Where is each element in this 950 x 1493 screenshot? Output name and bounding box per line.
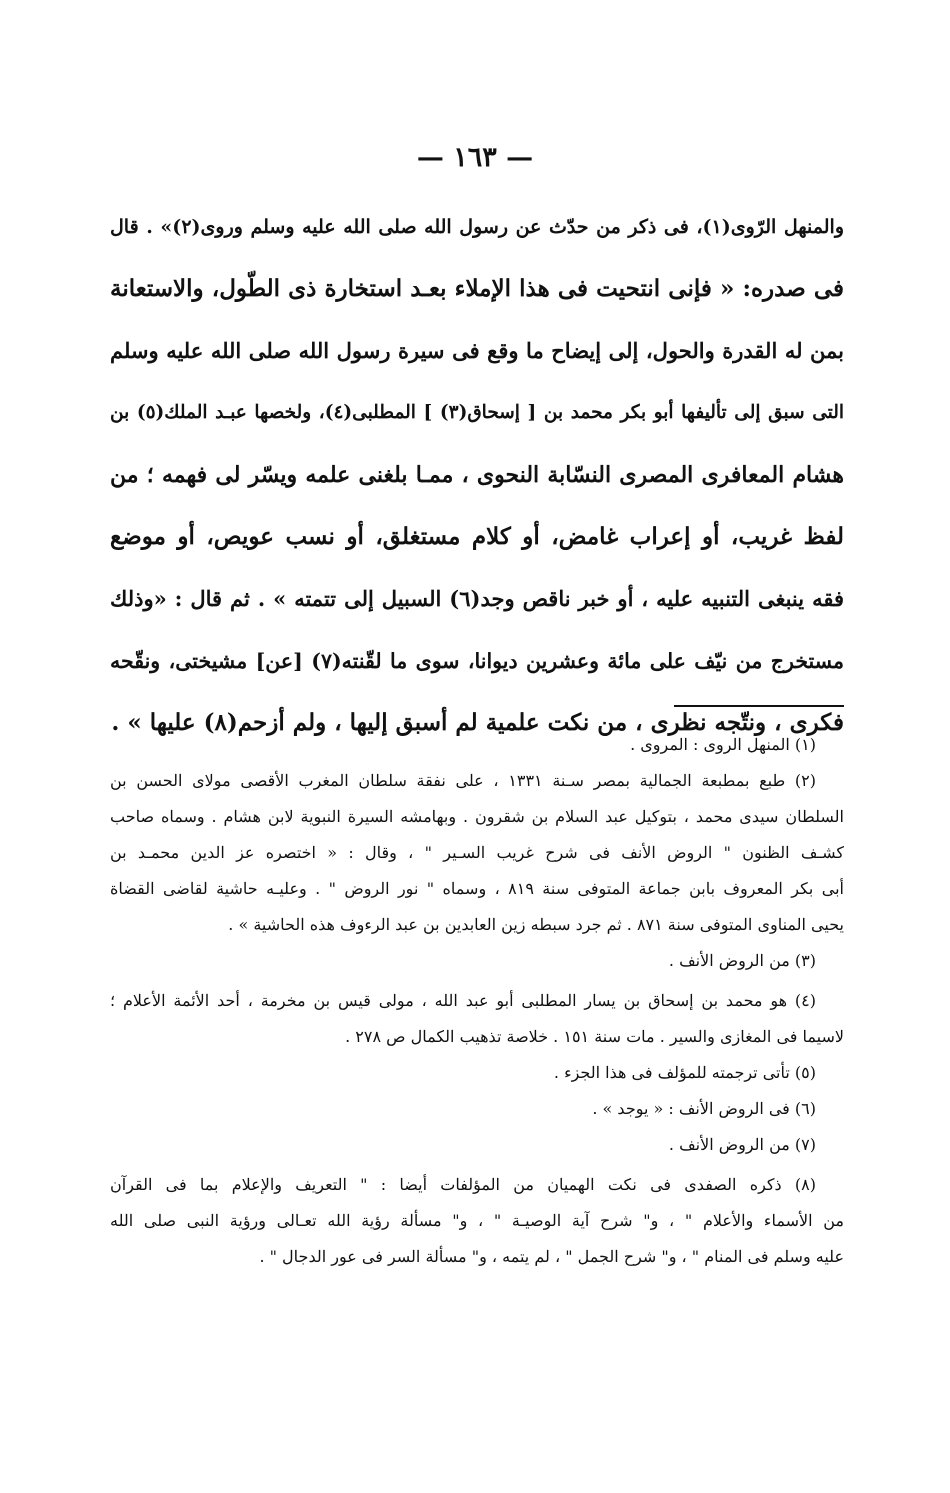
footnote-line: السلطان سيدى محمد ، بتوكيل عبد السلام بن شقرون . وبهامشه السيرة النبوية لابن هشام . وسماه صاحب bbox=[110, 807, 844, 826]
footnote-line: من الأسماء والأعلام " ، و" شرح آية الوصيـة " ، و" مسألة رؤية الله تعـالى ورؤية النبى صلى الله bbox=[110, 1211, 844, 1230]
main-text-line: والمنهل الرّوى(١)، فى ذكر من حدّث عن رسول الله صلى الله عليه وسلم وروى(٢)» . قال bbox=[110, 216, 844, 238]
footnote-line: (١) المنهل الروى : المروى . bbox=[630, 735, 816, 754]
footnote-1 bbox=[110, 727, 844, 763]
main-text-line: التى سبق إلى تأليفها أبو بكر محمد بن [ إسحاق(٣) ] المطلبى(٤)، ولخصها عبـد الملك(٥) بن bbox=[110, 402, 844, 423]
footnote-6 bbox=[110, 1091, 844, 1127]
footnote-divider bbox=[674, 705, 844, 707]
footnote-line: أبى بكر المعروف بابن جماعة المتوفى سنة ٨١٩ ، وسماه " نور الروض " . وعليـه حاشية لقاضى القضاة bbox=[110, 879, 844, 898]
footnote-line: (٤) هو محمد بن إسحاق بن يسار المطلبى أبو عبد الله ، مولى قيس بن مخرمة ، أحد الأئمة الأعلام ؛ bbox=[110, 991, 816, 1010]
footnote-5 bbox=[110, 1055, 844, 1091]
main-text-line: فقه ينبغى التنبيه عليه ، أو خبر ناقص وجد(٦) السبيل إلى تتمته » . ثم قال : «وذلك bbox=[110, 586, 844, 611]
footnote-line: (٥) تأتى ترجمته للمؤلف فى هذا الجزء . bbox=[553, 1063, 816, 1082]
footnote-7 bbox=[110, 1127, 844, 1163]
main-text-line: هشام المعافرى المصرى النسّابة النحوى ، ممـا بلغنى علمه ويسّر لى فهمه ؛ من bbox=[110, 462, 844, 488]
main-text-line-last: فكرى ، ونتّجه نظرى ، من نكت علمية لم أسبق إليها ، ولم أزحم(٨) عليها » . bbox=[111, 709, 844, 736]
footnote-line: (٧) من الروض الأنف . bbox=[668, 1135, 816, 1154]
footnote-8 bbox=[110, 1167, 844, 1275]
footnote-line: كشـف الظنون " الروض الأنف فى شرح غريب السـير " ، وقال : « اختصره عز الدين محمـد بن bbox=[110, 843, 844, 862]
footnote-line: (٣) من الروض الأنف . bbox=[668, 951, 816, 970]
main-text-line: لفظ غريب، أو إعراب غامض، أو كلام مستغلق، أو نسب عويص، أو موضع bbox=[110, 523, 844, 550]
footnote-line: لاسيما فى المغازى والسير . مات سنة ١٥١ . خلاصة تذهيب الكمال ص ٢٧٨ . bbox=[345, 1027, 844, 1046]
footnotes bbox=[110, 727, 844, 1275]
footnote-2 bbox=[110, 763, 844, 943]
main-text-line: مستخرج من نيّف على مائة وعشرين ديوانا، سوى ما لقّنته(٧) [عن] مشيختى، ونقّحه bbox=[110, 649, 844, 673]
footnote-line: (٦) فى الروض الأنف : « يوجد » . bbox=[592, 1099, 816, 1118]
footnote-4 bbox=[110, 983, 844, 1055]
main-text-line: فى صدره: « فإنى انتحيت فى هذا الإملاء بعـد استخارة ذى الطّول، والاستعانة bbox=[110, 275, 844, 302]
footnote-line: (٢) طبع بمطبعة الجمالية بمصر سـنة ١٣٣١ ، على نفقة سلطان المغرب الأقصى مولاى الحسن بن bbox=[110, 771, 816, 790]
main-text bbox=[110, 196, 844, 754]
footnote-3 bbox=[110, 943, 844, 979]
footnote-line: عليه وسلم فى المنام " ، و" شرح الجمل " ، لم يتمه ، و" مسألة السر فى عور الدجال " . bbox=[259, 1247, 844, 1266]
main-text-line: بمن له القدرة والحول، إلى إيضاح ما وقع فى سيرة رسول الله صلى الله عليه وسلم bbox=[110, 338, 844, 363]
footnote-line: يحيى المناوى المتوفى سنة ٨٧١ . ثم جرد سبطه زين العابدين بن عبد الرءوف هذه الحاشية » . bbox=[228, 915, 844, 934]
page-number: — ١٦٣ — bbox=[416, 142, 534, 173]
footnote-line: (٨) ذكره الصفدى فى نكت الهميان من المؤلفات أيضا : " التعريف والإعلام بما فى القرآن bbox=[110, 1175, 816, 1194]
